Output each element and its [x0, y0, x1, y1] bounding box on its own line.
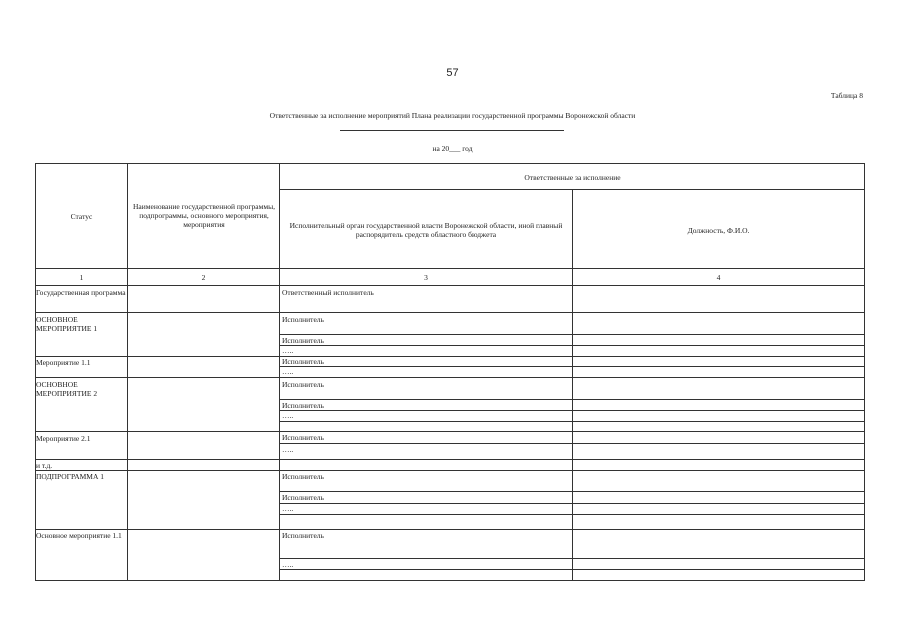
executor-cell: Исполнитель [282, 357, 324, 366]
executor-cell: Исполнитель [282, 380, 324, 389]
page-number: 57 [446, 67, 459, 79]
year-line: на 20___ год [432, 144, 473, 153]
status-cell: ОСНОВНОЕ МЕРОПРИЯТИЕ 2 [36, 380, 98, 398]
executor-cell: Исполнитель [282, 493, 324, 502]
header-responsible-group: Ответственные за исполнение [524, 172, 621, 182]
executor-dots: ….. [282, 346, 294, 355]
executor-cell: Исполнитель [282, 531, 324, 540]
table-label: Таблица 8 [830, 91, 863, 100]
header-status: Статус [70, 211, 93, 221]
document-title: Ответственные за исполнение мероприятий Плана реализации государственной программы Воронежской области [269, 111, 636, 120]
status-cell: и т.д. [36, 461, 53, 470]
executor-cell: Исполнитель [282, 401, 324, 410]
status-cell: ОСНОВНОЕ МЕРОПРИЯТИЕ 1 [36, 315, 98, 333]
status-cell: Мероприятие 2.1 [36, 434, 91, 443]
executor-dots: ….. [282, 504, 294, 513]
executor-dots: ….. [282, 560, 294, 569]
executor-cell: Исполнитель [282, 433, 324, 442]
executor-cell: Исполнитель [282, 336, 324, 345]
header-name: Наименование государственной программы, подпрограммы, основного мероприятия, мероприятия [132, 201, 275, 229]
column-number-3: 3 [424, 272, 428, 282]
title-underline [340, 130, 564, 131]
executor-cell: Исполнитель [282, 315, 324, 324]
header-executive-body: Исполнительный орган государственной власти Воронежской области, иной главный распорядитель средств областного бюджета [289, 221, 563, 239]
executor-dots: ….. [282, 411, 294, 420]
column-number-2: 2 [201, 272, 206, 282]
executor-dots: ….. [282, 445, 294, 454]
header-position: Должность, Ф.И.О. [687, 225, 750, 235]
column-number-1: 1 [79, 272, 84, 282]
status-cell: Мероприятие 1.1 [36, 358, 91, 367]
executor-cell: Исполнитель [282, 472, 324, 481]
status-cell: ПОДПРОГРАММА 1 [36, 472, 105, 481]
status-cell: Государственная программа [36, 288, 126, 297]
column-number-4: 4 [716, 272, 721, 282]
status-cell: Основное мероприятие 1.1 [36, 531, 122, 540]
executor-cell: Ответственный исполнитель [282, 288, 374, 297]
executor-dots: ….. [282, 367, 294, 376]
